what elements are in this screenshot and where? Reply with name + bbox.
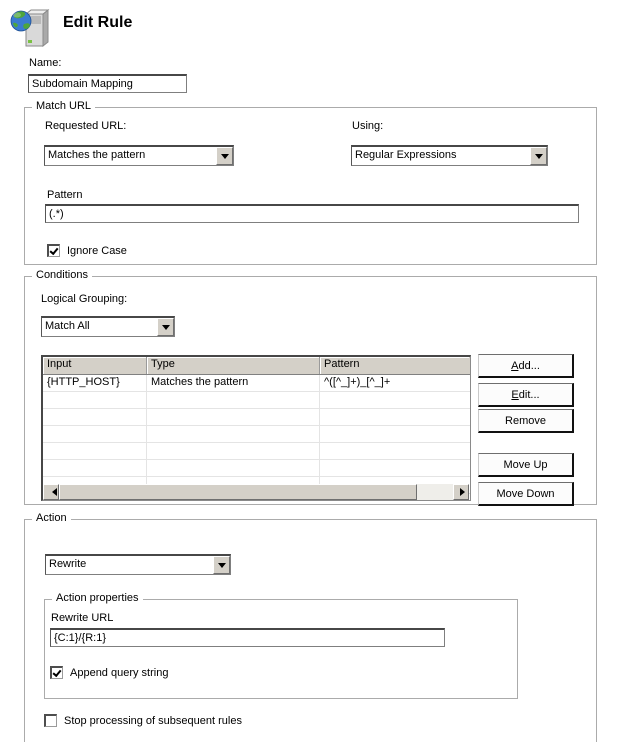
chevron-down-icon[interactable]: [157, 318, 174, 336]
using-select[interactable]: [351, 145, 548, 166]
remove-button[interactable]: Remove: [478, 409, 574, 433]
scroll-right-icon[interactable]: [453, 484, 469, 500]
table-row[interactable]: [43, 375, 470, 392]
pattern-input[interactable]: [45, 204, 579, 223]
rewrite-url-input[interactable]: [50, 628, 445, 647]
logical-grouping-select[interactable]: [41, 316, 175, 337]
add-button[interactable]: Add...: [478, 354, 574, 378]
rewrite-url-label: Rewrite URL: [51, 612, 114, 624]
table-row-empty: [43, 409, 470, 426]
append-query-string-label: Append query string: [70, 667, 169, 679]
name-input[interactable]: [28, 74, 187, 93]
using-value: Regular Expressions: [355, 149, 457, 161]
chevron-down-icon[interactable]: [216, 147, 233, 165]
action-properties-legend: Action properties: [52, 592, 143, 604]
stop-processing-label: Stop processing of subsequent rules: [64, 715, 242, 727]
column-header-input[interactable]: Input: [43, 357, 147, 374]
ignore-case-label: Ignore Case: [67, 245, 127, 257]
table-row-empty: [43, 460, 470, 477]
scroll-left-icon[interactable]: [43, 484, 59, 500]
action-properties-group: [44, 592, 518, 699]
cell-input: {HTTP_HOST}: [43, 375, 147, 391]
column-header-type[interactable]: Type: [147, 357, 320, 374]
stop-processing-checkbox[interactable]: [44, 714, 57, 727]
conditions-table-header: [43, 357, 470, 375]
table-row-empty: [43, 443, 470, 460]
action-type-select[interactable]: [45, 554, 231, 575]
page-title: Edit Rule: [63, 14, 133, 31]
action-legend: Action: [32, 512, 71, 524]
chevron-down-icon[interactable]: [213, 556, 230, 574]
using-label: Using:: [352, 120, 384, 132]
scrollbar-thumb[interactable]: [59, 484, 417, 500]
requested-url-select[interactable]: [44, 145, 234, 166]
requested-url-label: Requested URL:: [45, 120, 127, 132]
logical-grouping-value: Match All: [45, 320, 90, 332]
action-type-value: Rewrite: [49, 558, 87, 570]
table-row-empty: [43, 392, 470, 409]
ignore-case-checkbox[interactable]: [47, 244, 60, 257]
chevron-down-icon[interactable]: [530, 147, 547, 165]
action-group: [24, 512, 597, 742]
cell-type: Matches the pattern: [147, 375, 320, 391]
horizontal-scrollbar[interactable]: [43, 484, 469, 500]
name-label: Name:: [29, 57, 62, 69]
conditions-table[interactable]: [41, 355, 471, 501]
cell-pattern: ^([^_]+)_[^_]+: [324, 376, 391, 388]
iis-server-globe-icon: [10, 6, 52, 48]
column-header-pattern[interactable]: Pattern: [320, 357, 469, 374]
requested-url-value: Matches the pattern: [48, 149, 146, 161]
table-row-empty: [43, 426, 470, 443]
match-url-legend: Match URL: [32, 100, 95, 112]
conditions-group: [24, 269, 597, 505]
match-url-group: [24, 100, 597, 265]
logical-grouping-label: Logical Grouping:: [41, 293, 128, 305]
append-query-string-checkbox[interactable]: [50, 666, 63, 679]
conditions-legend: Conditions: [32, 269, 92, 281]
edit-button[interactable]: Edit...: [478, 383, 574, 407]
move-down-button[interactable]: Move Down: [478, 482, 574, 506]
move-up-button[interactable]: Move Up: [478, 453, 574, 477]
pattern-label: Pattern: [47, 189, 83, 201]
